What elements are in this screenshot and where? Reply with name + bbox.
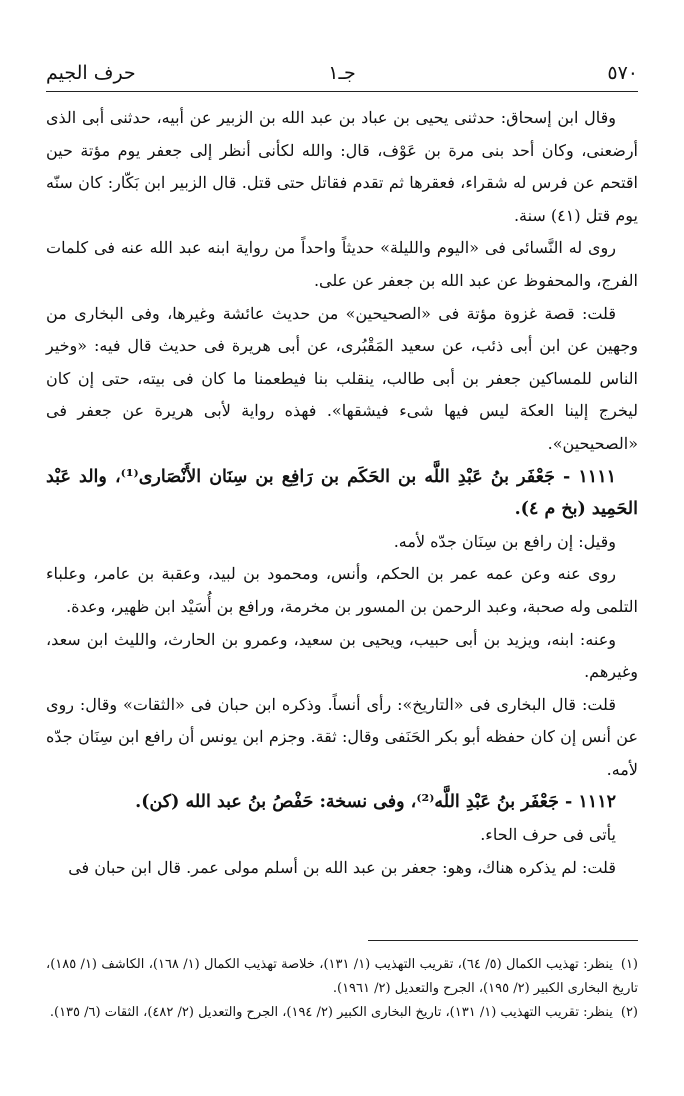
footnote — [46, 953, 638, 1001]
paragraph: قلت: لم يذكره هناك، وهو: جعفر بن عبد الله بن أسلم مولى عمر. قال ابن حبان فى — [68, 857, 616, 877]
page-number: ٥٧٠ — [607, 62, 638, 84]
paragraph: روى عنه وعن عمه عمر بن الحكم، وأنس، ومحمود بن لبيد، وعقبة بن عامر، وعلباء التلمى وله صحبة، وعبد الرحمن بن المسور بن مخرمة، ورافع بن أُسَيْد ابن ظهير، وعدة. — [46, 564, 638, 616]
paragraph: يأتى فى حرف الحاء. — [480, 825, 616, 845]
footnote-text: ينظر: تقريب التهذيب (١/ ١٣١)، تاريخ البخارى الكبير (٢/ ١٩٤)، الجرح والتعديل (٢/ ٤٨٢)، الثقات (٦/ ١٣٥). — [49, 1005, 613, 1020]
section-title: حرف الجيم — [46, 62, 136, 84]
entry-heading: ١١١١ - جَعْفَر بنُ عَبْدِ اللَّه بن الحَكَم بن رَافِع بن سِنَان الأَنْصَارى⁽¹⁾، والد عَبْد الحَمِيد (بخ م ٤). — [46, 466, 638, 520]
main-text — [46, 102, 638, 884]
footnote — [46, 1001, 638, 1025]
paragraph: روى له النَّسائى فى «اليوم والليلة» حديثاً واحداً من رواية ابنه عبد الله عنه فى كلمات الفرج، والمحفوظ عن عبد الله بن جعفر عن على. — [46, 238, 638, 290]
volume-label: جـ١ — [328, 62, 356, 84]
footnote-rule — [368, 940, 638, 941]
paragraph: وقيل: إن رافع بن سِنَان جدّه لأمه. — [393, 531, 616, 551]
paragraph: قلت: قصة غزوة مؤتة فى «الصحيحين» من حديث عائشة وغيرها، وفى البخارى من وجهين عن ابن أبى ذئب، عن سعيد المَقْبُرى، عن أبى هريرة فى حديث قال فيه: «وخير الناس للمساكين جعفر بن أبى طالب، ينقلب بنا فيطعمنا ما كان فى بيته، حتى إن كان ليخرج إلينا العكة ليس فيها شىء فيشقها». فهذه رواية لأبى هريرة عن جعفر فى «الصحيحين». — [46, 303, 638, 453]
paragraph: وعنه: ابنه، ويزيد بن أبى حبيب، ويحيى بن سعيد، وعمرو بن الحارث، والليث ابن سعد، وغيرهم. — [46, 629, 638, 682]
footnote-number: (١) — [620, 957, 638, 972]
entry-heading: ١١١٢ - جَعْفَر بنُ عَبْدِ اللَّه⁽²⁾، وفى نسخة: حَفْصُ بنُ عبد الله (كن). — [135, 792, 616, 813]
paragraph: قلت: قال البخارى فى «التاريخ»: رأى أنساً. وذكره ابن حبان فى «الثقات» وقال: روى عن أنس إن كان حفظه أبو بكر الحَنَفى وقال: ثقة. وجزم ابن يونس أن رافع ابن سِنَان جدّه لأمه. — [46, 694, 638, 779]
footnote-number: (٢) — [620, 1005, 638, 1020]
running-header — [46, 60, 638, 92]
footnote-text: ينظر: تهذيب الكمال (٥/ ٦٤)، تقريب التهذيب (١/ ١٣١)، خلاصة تهذيب الكمال (١/ ١٦٨)، الكاشف (١/ ١٨٥)، تاريخ البخارى الكبير (٢/ ١٩٥)، الجرح والتعديل (٢/ ١٩٦١). — [46, 957, 638, 996]
footnotes — [46, 953, 638, 1025]
paragraph: وقال ابن إسحاق: حدثنى يحيى بن عباد بن عبد الله بن الزبير عن أبيه، حدثنى أبى الذى أرضعنى، وكان أحد بنى مرة بن عَوْف، قال: والله لكأنى أنظر إلى جعفر يوم مؤتة حين اقتحم عن فرس له شقراء، فعقرها ثم تقدم فقاتل حتى قتل. قال الزبير ابن بَكّار: كان سنّه يوم قتل (٤١) سنة. — [46, 108, 639, 225]
header-rule — [46, 91, 638, 92]
